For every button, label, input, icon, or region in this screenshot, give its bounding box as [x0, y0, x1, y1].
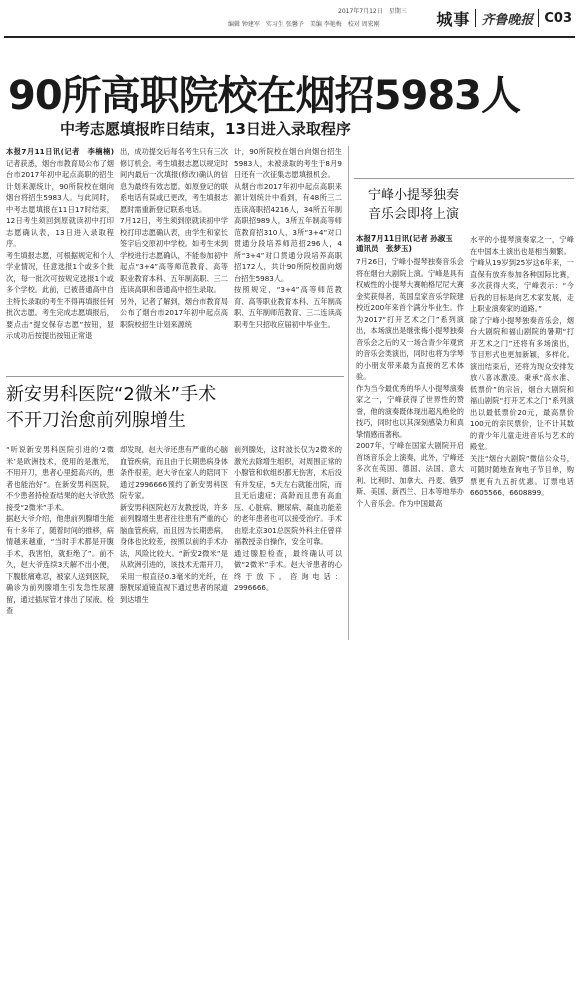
section-divider	[538, 9, 539, 27]
feature-title-line1: 新安男科医院“2微米”手术	[6, 384, 217, 405]
staff-line: 编辑 钟建军 实习生 张馨予 美编 李艳梅 校对 周宏刚	[228, 21, 380, 28]
section-name: 城事	[436, 9, 471, 29]
side-byline: 本报7月11日讯(记者 孙淑玉 通讯员 张梦玉)	[356, 234, 461, 253]
side-title-line2: 音乐会即将上演	[368, 207, 460, 222]
lead-subhead: 中考志愿填报昨日结束，13日进入录取程序	[60, 120, 351, 138]
side-column-1: 7月26日，宁峰小提琴独奏音乐会将在烟台大剧院上演。宁峰是具有权威性的小提琴大赛帕格尼尼大赛金奖获得者，英国皇家音乐学院建校近200年来首个满分毕业生。作为2017“打开艺术之门”系列演出，本场演出是继张梅小提琴独奏音乐会之后的又一场合青少年观赏的音乐会类演出，同时也将为学琴的小朋友带来最为直接的艺术体验。 作为当今最优秀的华人小提琴演奏家之一，宁峰获得了世界性的赞誉，他的演奏既体现出超凡绝伦的技巧，同时也以其深刻感染力和真挚情感而著称。 2007年，宁峰在国家大剧院开启首场音乐会上演奏，此外，宁峰还多次在英国、德国、法国、意大利、比利时、加拿大、丹麦、俄罗斯、美国、新西兰、日本等地举办个人音乐会。作为中国最高	[356, 257, 464, 508]
column-divider	[348, 146, 349, 640]
brand-logo: 齐鲁晚报	[481, 12, 534, 28]
section-block	[436, 4, 572, 32]
section-rule	[6, 376, 344, 377]
lead-byline: 本报7月11日讯(记者 李楠楠)	[6, 147, 114, 156]
feature-column-2: 却发现，赵大爷还患有严重的心脑血管疾病，而且由于长期患病身体条件很差，赵大爷在家人的陪同下通过2996666预约了新安男科医院专家。 新安男科医院赵万友教授说，许多前列腺增生患者往往患有严重的心脑血管疾病，而且因为长期患病，身体也比较差，按照以前的手术办法，风险比较大。“新安2微米”是从欧洲引进的，该技术无需开刀，采用一根直径0.3毫米的光纤，在膀胱尿道镜直视下通过患者的尿道到达增生	[120, 445, 228, 604]
date-line: 2017年7月12日 星期三	[338, 8, 407, 15]
side-rule	[354, 178, 574, 179]
masthead-rule	[4, 36, 575, 38]
feature-column-1: “听说新安男科医院引进的‘2微米’是欧洲技术，使用的是激光，不用开刀，患者心里挺高兴的，患者也能治好”。在新安男科医院，不少患者持检查结果的赵大爷欣然接受“2微米”手术。 据赵大爷介绍，他患前列腺增生能有十多年了，随着时间的推移，病情越来越重，“当时手术都是开腹手术，我害怕，就拒绝了”。前不久，赵大爷连续3天解不出小便，下腹胀痛难忍，被家人送到医院，确诊为前列腺增生引发急性尿潴留，通过插尿管才排出了尿液。检查	[6, 445, 114, 615]
side-title-line1: 宁峰小提琴独奏	[368, 188, 460, 203]
masthead	[200, 4, 572, 34]
side-column-2: 水平的小提琴演奏家之一，宁峰在中国本土演出也是相当频繁。 宁峰从19岁到25岁这6年来，一直保有放弃参加各种国际比赛，多次获得大奖，宁峰表示：“今后我的目标是向艺术家发展，走上职业演奏家的道路。” 除了宁峰小提琴独奏音乐会，烟台大剧院和福山剧院的暑期“打开艺术之门”还将有多场演出，节目形式也更加新颖，多样化。演出结束后，还将为现众安排发放八喜冰激凌。秉承“高水准、低票价”的宗旨，烟台大剧院和福山剧院“打开艺术之门”系列演出以最低票价20元，最高票价100元的亲民票价，让不计其数的青少年儿童走进音乐与艺术的殿堂。 关注“烟台大剧院”微信公众号，可随时随地查询电子节目单，购票更有九五折优惠。订票电话6605566、6608899。	[470, 235, 574, 497]
lead-col1-text: 记者获悉，烟台市教育局公布了烟台市2017年初中起点高职的招生计划来源统计，90所院校在烟向烟台将招生5983人。与此同时，中考志愿填报在11日17时结束，12日考生须回到原就读初中打印志愿确认表，13日进入录取程序。 考生填报志愿，可根据规定和个人学业情况，任意选报1个或多个批次，每一批次可按规定选报1个或多个学校。此前，已被普通高中自主特长录取的考生不得再填报任何批次志愿。考生完成志愿填报后，要点击“提交保存志愿”按钮，显示成功后按提出按钮正常退	[6, 158, 114, 340]
lead-column-2: 出，成功提交后每名考生只有三次修订机会。考生填报志愿以规定时间内最后一次填报(修改)确认的信息为最终有效志愿。如原登记的联系电话有误或已更改，考生填报志愿时需重新登记联系电话。 7月12日，考生须到原就读初中学校打印志愿确认表，由学生和家长签字后交原初中学校。如考生未到学校进行志愿确认，不能参加初中起点“3+4”高等师范教育、高等职业教育本科、五年制高职、三二连读高职和普通高中招生录取。 另外，记者了解到，烟台市教育局公布了烟台市2017年初中起点高职院校招生计划来源统	[120, 147, 228, 329]
blank-page-area	[0, 640, 580, 995]
section-divider	[475, 9, 476, 27]
lead-headline: 90所高职院校在烟招5983人	[8, 73, 520, 119]
lead-column-1	[6, 146, 114, 372]
page-number: C03	[544, 10, 572, 26]
feature-title-line2: 不开刀治愈前列腺增生	[6, 410, 186, 431]
feature-column-3: 前列腺处，这时波长仅为2微米的激光去除增生组织，对周围正常的小腺管和软组织都无伤害，术后没有并发症，5天左右就能出院，而且无后遗症；高龄而且患有高血压、心脏病、糖尿病、凝血功能差的老年患者也可以接受治疗。手术由原北京301总医院外科主任曾祥福教授亲自操作，安全可靠。 通过腺腔检查，最终确认可以做“2微米”手术。赵大爷患者的心终于放下。咨询电话：2996666。	[234, 445, 342, 592]
lead-column-3: 计，90所院校在烟台向烟台招生5983人，未被录取的考生于8月9日还有一次征集志愿填报机会。 从烟台市2017年初中起点高职来源计划统计中看到，有48所三二连读高职招4216人，34所五年制高职招989人，3所五年制高等师范教育招310人，3所“3+4”对口贯通分段培养师范招296人，4所“3+4”对口贯通分段培养高职招172人，共计90所院校面向烟台招生5983人。 按照规定，“3+4”高等师范教育、高等职业教育本科、五年制高职、五年制师范教育、三二连读高职考生只招收应届初中毕业生。	[234, 147, 342, 329]
